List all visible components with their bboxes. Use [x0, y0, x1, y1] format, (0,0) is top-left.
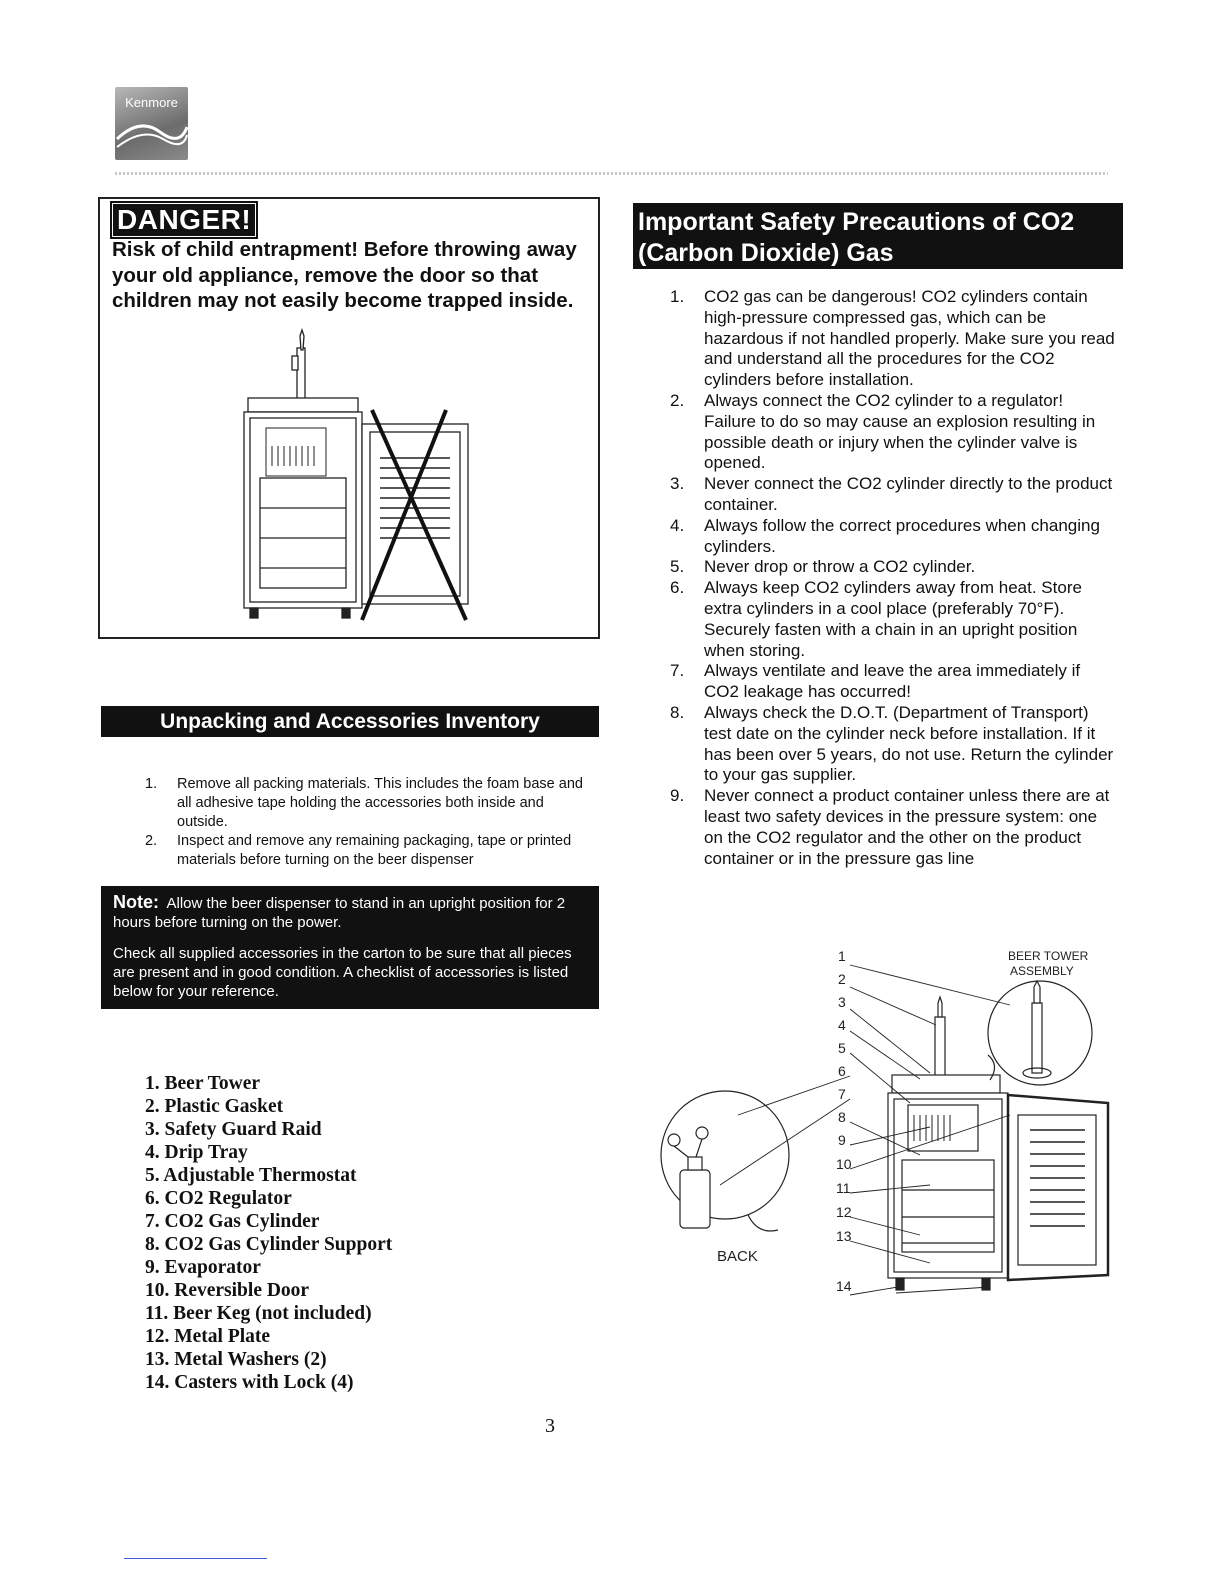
callout-label: 5	[838, 1040, 846, 1056]
beer-tower-label: BEER TOWER	[1008, 949, 1089, 963]
list-item: 5. Adjustable Thermostat	[145, 1165, 357, 1186]
callout-label: 6	[838, 1063, 846, 1079]
list-item: 6. Always keep CO2 cylinders away from heat. Store extra cylinders in a cool place (preferably 70°F). Securely fasten with a chain in an upright position when storing.	[670, 578, 1082, 660]
back-label: BACK	[717, 1248, 758, 1265]
header-divider	[115, 172, 1108, 175]
list-item: 2. Inspect and remove any remaining packaging, tape or printed materials before turning on the beer dispenser	[145, 833, 572, 868]
page-number: 3	[545, 1415, 555, 1437]
note-text: Allow the beer dispenser to stand in an upright position for 2 hours before turning on the power.	[113, 895, 566, 931]
callout-label: 14	[836, 1278, 852, 1294]
list-item: 1. Beer Tower	[145, 1073, 261, 1094]
note-label: Note:	[113, 892, 159, 912]
unpacking-header: Unpacking and Accessories Inventory	[101, 706, 599, 737]
list-item: 2. Plastic Gasket	[145, 1096, 284, 1117]
callout-label: 4	[838, 1017, 846, 1033]
logo-swoosh-icon	[115, 87, 188, 160]
list-item: 3. Never connect the CO2 cylinder directly to the product container.	[670, 474, 1113, 514]
list-item: 7. CO2 Gas Cylinder	[145, 1211, 320, 1232]
list-item: 3. Safety Guard Raid	[145, 1119, 322, 1140]
callout-label: 13	[836, 1228, 852, 1244]
footer-rule	[124, 1558, 267, 1559]
unpacking-steps	[140, 775, 595, 870]
kenmore-logo	[115, 87, 188, 160]
callout-label: 10	[836, 1156, 852, 1172]
danger-label: DANGER!	[112, 203, 256, 237]
logo-text: Kenmore	[125, 95, 178, 110]
note-checklist-text: Check all supplied accessories in the carton to be sure that all pieces are present and in good condition. A checklist of accessories is listed below for your reference.	[113, 945, 572, 1000]
co2-safety-header: Important Safety Precautions of CO2 (Carbon Dioxide) Gas	[633, 203, 1123, 269]
list-item: 12. Metal Plate	[145, 1326, 271, 1347]
callout-label: 9	[838, 1132, 846, 1148]
callout-label: 3	[838, 994, 846, 1010]
callout-label: 2	[838, 971, 846, 987]
list-item: 7. Always ventilate and leave the area immediately if CO2 leakage has occurred!	[670, 661, 1081, 702]
list-item: 14. Casters with Lock (4)	[145, 1372, 354, 1393]
list-item: 1. Remove all packing materials. This includes the foam base and all adhesive tape holding the accessories both inside and outside.	[145, 776, 583, 830]
danger-text: Risk of child entrapment! Before throwing away your old appliance, remove the door so that children may not easily become trapped inside.	[112, 238, 577, 312]
note-box	[101, 886, 599, 1009]
callout-label: 8	[838, 1109, 846, 1125]
list-item: 4. Always follow the correct procedures when changing cylinders.	[670, 515, 1100, 556]
list-item: 8. CO2 Gas Cylinder Support	[145, 1234, 393, 1255]
callout-label: 1	[838, 948, 846, 964]
list-item: 13. Metal Washers (2)	[145, 1349, 327, 1370]
list-item: 11. Beer Keg (not included)	[145, 1303, 372, 1324]
callout-label: 7	[838, 1086, 846, 1102]
callout-label: 11	[836, 1180, 851, 1196]
list-item: 1. CO2 gas can be dangerous! CO2 cylinders contain high-pressure compressed gas, which can be hazardous if not handled properly. Make sure you read and understand all the procedures for the CO2 cylinders before installation.	[670, 287, 1115, 390]
list-item: 6. CO2 Regulator	[145, 1188, 292, 1209]
list-item: 10. Reversible Door	[145, 1280, 310, 1301]
co2-safety-list	[665, 287, 1115, 869]
assembly-label: ASSEMBLY	[1010, 964, 1074, 978]
list-item: 4. Drip Tray	[145, 1142, 248, 1163]
list-item: 9. Never connect a product container unless there are at least two safety devices in the pressure system: one on the CO2 regulator and the other on the product container or in the pressure gas line	[670, 786, 1110, 868]
parts-diagram	[630, 945, 1120, 1305]
callout-label: 12	[836, 1204, 852, 1220]
list-item: 2. Always connect the CO2 cylinder to a regulator! Failure to do so may cause an explosion resulting in possible death or injury when the cylinder valve is opened.	[670, 390, 1096, 473]
door-removal-illustration	[230, 328, 480, 628]
list-item: 8. Always check the D.O.T. (Department of Transport) test date on the cylinder neck before installation. If it has been over 5 years, do not use. Return the cylinder to your gas supplier.	[670, 702, 1114, 785]
list-item: 5. Never drop or throw a CO2 cylinder.	[670, 557, 976, 577]
list-item: 9. Evaporator	[145, 1257, 261, 1278]
accessories-inventory-list	[145, 1072, 392, 1394]
